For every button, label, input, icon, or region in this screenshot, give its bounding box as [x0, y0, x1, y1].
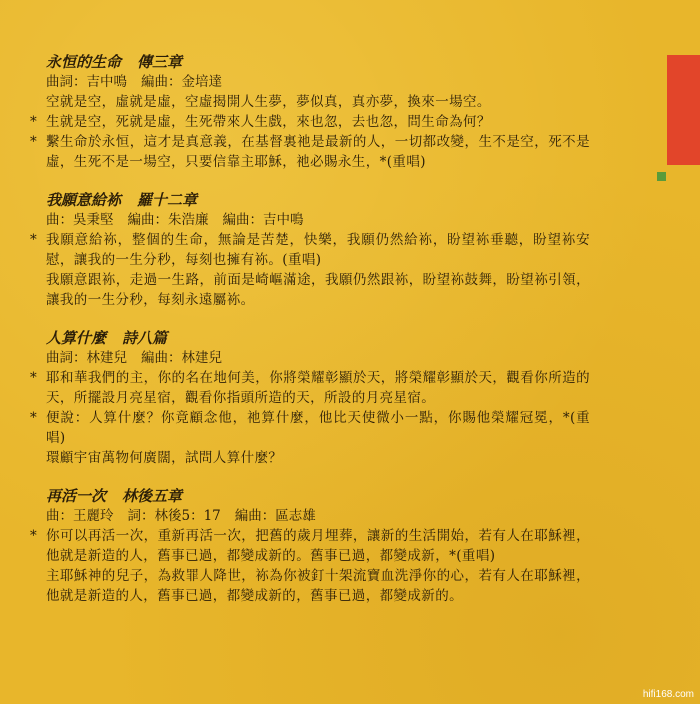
song-credits [30, 72, 590, 92]
scripture-reference: 傳三章 [137, 53, 183, 71]
song-credits [30, 210, 590, 230]
song-credits [30, 348, 590, 368]
lyric-text: 環顧宇宙萬物何廣闊，試問人算什麼？ [46, 450, 283, 466]
song-credits [30, 506, 590, 526]
song-title: 再活一次 [46, 487, 107, 505]
credit-lyrics-music: 曲詞：林建兒 [46, 350, 127, 366]
lyric-paragraph [30, 408, 590, 448]
lyric-paragraph [30, 566, 590, 606]
song-title-row [30, 52, 590, 72]
lyric-text: 空就是空，虛就是虛，空虛揭開人生夢，夢似真，真亦夢，換來一場空。 [46, 94, 491, 110]
song-block [30, 328, 590, 468]
red-accent-bar [667, 55, 700, 165]
scripture-reference: 詩八篇 [122, 329, 168, 347]
chorus-marker: * [30, 114, 38, 130]
lyric-text: 我願意跟袮，走過一生路，前面是崎嶇滿途，我願仍然跟袮，盼望袮鼓舞，盼望袮引領，讓我的一生分秒，每刻永遠屬袮。 [46, 272, 590, 308]
lyric-paragraph [30, 368, 590, 408]
credit-lyrics: 詞：林後5：17 [127, 508, 221, 524]
credit-lyrics-music: 曲詞：吉中鳴 [46, 74, 127, 90]
credit-arrangement: 編曲：金培達 [141, 74, 222, 90]
lyric-paragraph [30, 92, 590, 112]
credit-arrangement: 編曲：吉中鳴 [222, 212, 304, 228]
lyrics-content [30, 52, 590, 624]
lyric-paragraph [30, 112, 590, 132]
song-block [30, 486, 590, 606]
credit-arrangement: 編曲：區志雄 [234, 508, 316, 524]
song-block [30, 190, 590, 310]
scripture-reference: 林後五章 [122, 487, 183, 505]
lyric-paragraph [30, 132, 590, 172]
watermark: hifi168.com [642, 689, 694, 700]
lyric-text: 便說：人算什麼？你竟顧念他，祂算什麼，他比天使微小一點，你賜他榮耀冠冕，*(重唱) [46, 410, 590, 446]
lyric-paragraph [30, 526, 590, 566]
chorus-marker: * [30, 528, 38, 544]
credit-arrangement: 編曲：朱浩廉 [127, 212, 209, 228]
green-accent-square [657, 172, 666, 181]
song-title: 我願意給袮 [46, 191, 122, 209]
lyric-text: 我願意給袮，整個的生命，無論是苦楚，快樂，我願仍然給袮，盼望袮垂聽，盼望袮安慰，讓我的一生分秒，每刻也擁有袮。(重唱) [46, 232, 590, 268]
song-title-row [30, 328, 590, 348]
lyric-paragraph [30, 270, 590, 310]
chorus-marker: * [30, 134, 38, 150]
credit-music: 曲：王麗玲 [46, 508, 114, 524]
scripture-reference: 羅十二章 [137, 191, 198, 209]
lyric-text: 繫生命於永恒，這才是真意義，在基督裏祂是最新的人，一切都改變，生不是空，死不是虛，生死不是一場空，只要信靠主耶穌，祂必賜永生，*(重唱) [46, 134, 590, 170]
chorus-marker: * [30, 370, 38, 386]
song-title: 永恒的生命 [46, 53, 122, 71]
song-block [30, 52, 590, 172]
lyric-paragraph [30, 230, 590, 270]
lyric-text: 你可以再活一次，重新再活一次，把舊的歲月埋葬，讓新的生活開始，若有人在耶穌裡，他就是新造的人，舊事已過，都變成新的。舊事已過，都變成新，*(重唱) [46, 528, 590, 564]
credit-arrangement: 編曲：林建兒 [141, 350, 222, 366]
chorus-marker: * [30, 410, 38, 426]
credit-music: 曲：吳秉堅 [46, 212, 114, 228]
lyric-text: 主耶穌神的兒子，為救罪人降世，袮為你被釘十架流寶血洗淨你的心，若有人在耶穌裡，他就是新造的人，舊事已過，都變成新的，舊事已過，都變成新的。 [46, 568, 590, 604]
lyric-text: 耶和華我們的主，你的名在地何美，你將榮耀彰顯於天，將榮耀彰顯於天，觀看你所造的天，所擺設月亮星宿，觀看你指頭所造的天，所設的月亮星宿。 [46, 370, 590, 406]
song-title-row [30, 190, 590, 210]
chorus-marker: * [30, 232, 38, 248]
song-title: 人算什麼 [46, 329, 107, 347]
song-title-row [30, 486, 590, 506]
lyric-paragraph [30, 448, 590, 468]
lyric-text: 生就是空，死就是虛，生死帶來人生戲，來也忽，去也忽，問生命為何？ [46, 114, 491, 130]
